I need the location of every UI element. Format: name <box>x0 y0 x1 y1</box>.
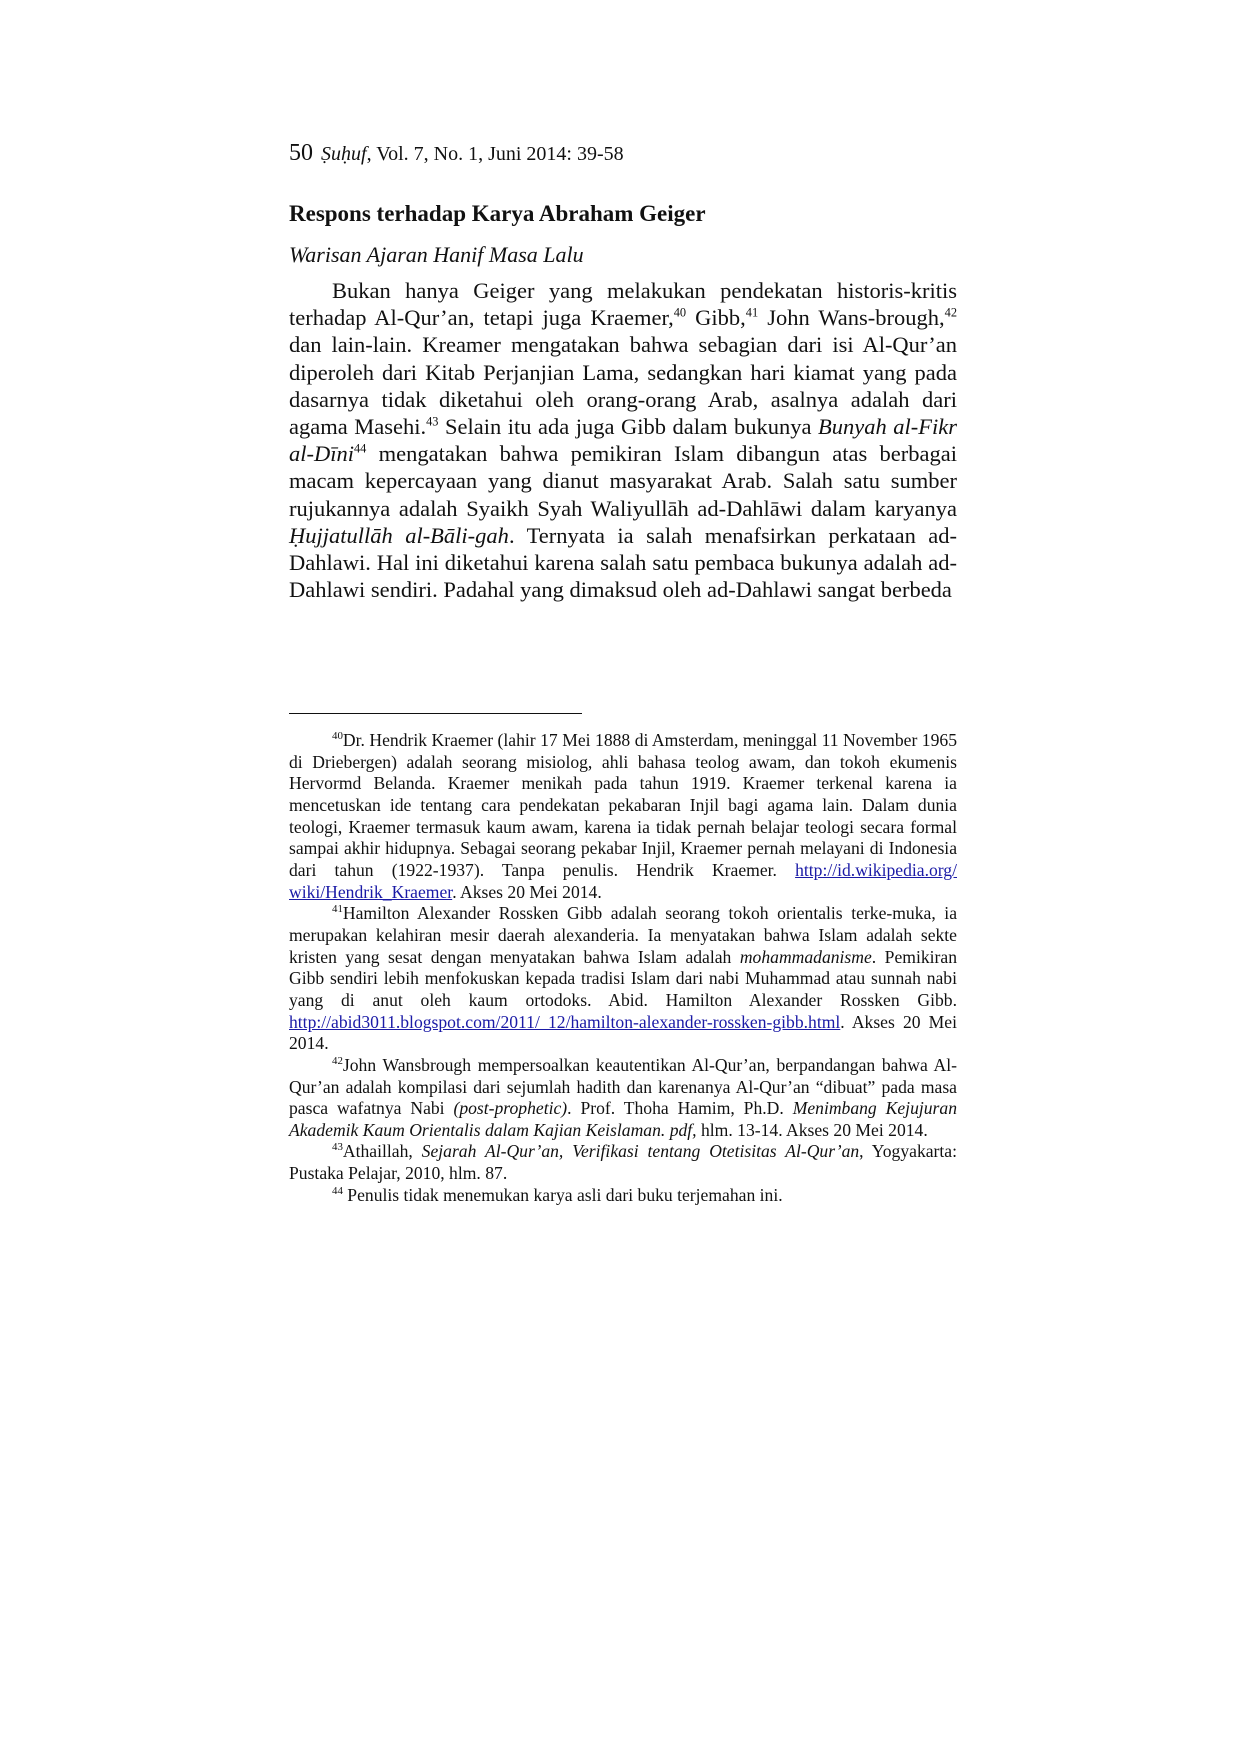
footnote-italic: mohammadanisme <box>739 946 872 967</box>
footnote-ref-44[interactable]: 44 <box>354 441 367 456</box>
footnotes <box>289 730 957 1206</box>
body-text-segment: . Ternyata ia salah menafsirkan perkataan ad-Dahlawi. Hal ini diketahui karena salah satu pembaca bukunya adalah ad-Dahlawi sendiri. Padahal yang dimaksud oleh ad-Dahlawi sangat berbeda <box>289 522 957 603</box>
footnote-text: Hamilton Alexander Rossken Gibb adalah seorang tokoh orientalis terke-muka, ia merupakan kelahiran mesir daerah alexanderia. Ia menyatakan bahwa Islam adalah sekte kristen yang sesat dengan menyatakan bahwa Islam adalah <box>289 903 957 967</box>
footnote-work-title: Menimbang Kejujuran Akademik Kaum Orientalis dalam Kajian Keislaman. pdf, <box>289 1098 957 1140</box>
footnote-italic: (post-prophetic) <box>453 1098 568 1119</box>
body-paragraph <box>289 277 957 603</box>
book-title: Bunyah al-Fikr al-Dīni <box>289 414 957 467</box>
blogspot-link[interactable]: http://abid3011.blogspot.com/2011/ 12/hamilton-alexander-rossken-gibb.html <box>289 1011 841 1032</box>
footnote-text: . Akses 20 Mei 2014. <box>452 881 602 902</box>
footnote-number: 40 <box>332 730 343 743</box>
footnote-text: Athaillah, <box>342 1141 422 1162</box>
footnote-ref-42[interactable]: 42 <box>944 305 957 320</box>
body-text-segment: dan lain-lain. Kreamer mengatakan bahwa sebagian dari isi Al-Qur’an diperoleh dari Kitab Perjanjian Lama, sedangkan hari kiamat yang pada dasarnya tidak diketahui oleh orang-orang Arab, asalnya adalah dari agama Masehi. <box>289 332 957 440</box>
subsection-title: Warisan Ajaran Hanif Masa Lalu <box>289 242 584 267</box>
footnote-number: 42 <box>332 1054 343 1067</box>
section-title: Respons terhadap Karya Abraham Geiger <box>289 201 706 226</box>
footnote-divider <box>289 713 582 714</box>
book-title: Ḥujjatullāh al-Bāli-gah <box>289 522 509 548</box>
footnote-work-title: Sejarah Al-Qur’an, Verifikasi tentang Otetisitas Al-Qur’an <box>421 1141 860 1162</box>
footnote-41 <box>289 903 957 1055</box>
footnote-text: Dr. Hendrik Kraemer (lahir 17 Mei 1888 di Amsterdam, meninggal 11 November 1965 di Driebergen) adalah seorang misiolog, ahli bahasa teolog awam, dan tokoh ekumenis Hervormd Belanda. Kraemer menikah pada tahun 1919. Kraemer terkenal karena ia mencetuskan ide tentang cara pendekatan pekabaran Injil bagi agama lain. Dalam dunia teologi, Kraemer termasuk kaum awam, karena ia tidak pernah belajar teologi secara formal sampai akhir hidupnya. Sebagai seorang pekabar Injil, Kraemer pernah melayani di Indonesia dari tahun (1922-1937). Tanpa penulis. Hendrik Kraemer. <box>289 730 957 880</box>
footnote-44 <box>289 1185 957 1207</box>
footnote-ref-40[interactable]: 40 <box>673 305 687 320</box>
body-text-segment: Selain itu ada juga Gibb dalam bukunya <box>438 414 819 440</box>
footnote-text: hlm. 13-14. Akses 20 Mei 2014. <box>696 1119 928 1140</box>
journal-citation: , Vol. 7, No. 1, Juni 2014: 39-58 <box>366 143 624 165</box>
footnote-text: Penulis tidak menemukan karya asli dari buku terjemahan ini. <box>342 1184 783 1205</box>
footnote-text: . Prof. Thoha Hamim, Ph.D. <box>567 1098 793 1119</box>
footnote-40 <box>289 730 957 903</box>
body-text-segment: John Wans-brough, <box>758 305 945 331</box>
footnote-ref-41[interactable]: 41 <box>745 305 759 320</box>
footnote-43 <box>289 1141 957 1184</box>
body-text-segment: mengatakan bahwa pemikiran Islam dibangun atas berbagai macam kepercayaan yang dianut masyarakat Arab. Salah satu sumber rujukannya adalah Syaikh Syah Waliyullāh ad-Dahlāwi dalam karyanya <box>289 441 957 521</box>
footnote-number: 43 <box>332 1141 343 1154</box>
footnote-text: . Pemikiran Gibb sendiri lebih menfokuskan kepada tradisi Islam dari nabi Muhammad atau sunnah nabi yang di anut oleh kaum ortodoks. Abid. Hamilton Alexander Rossken Gibb. <box>289 946 957 1010</box>
wikipedia-link[interactable]: http://id.wikipedia.org/ wiki/Hendrik_Kraemer <box>289 859 957 902</box>
page-number: 50 <box>289 140 313 166</box>
body-text-segment: Gibb, <box>686 305 746 331</box>
footnote-ref-43[interactable]: 43 <box>426 414 439 429</box>
footnote-number: 41 <box>332 903 343 916</box>
footnote-number: 44 <box>332 1184 343 1197</box>
footnote-text: , Yogyakarta: Pustaka Pelajar, 2010, hlm. 87. <box>289 1141 957 1184</box>
journal-name: Ṣuḥuf <box>321 143 367 165</box>
footnote-text: John Wansbrough mempersoalkan keautentikan Al-Qur’an, berpandangan bahwa Al-Qur’an adalah kompilasi dari sejumlah hadith dan karenanya Al-Qur’an “dibuat” pada masa pasca wafatnya Nabi <box>289 1054 957 1119</box>
running-head <box>289 140 624 167</box>
footnote-text: . Akses 20 Mei 2014. <box>289 1011 957 1054</box>
footnote-42 <box>289 1055 957 1142</box>
body-text-segment: Bukan hanya Geiger yang melakukan pendekatan historis-kritis terhadap Al-Qur’an, tetapi juga Kraemer, <box>289 278 957 331</box>
